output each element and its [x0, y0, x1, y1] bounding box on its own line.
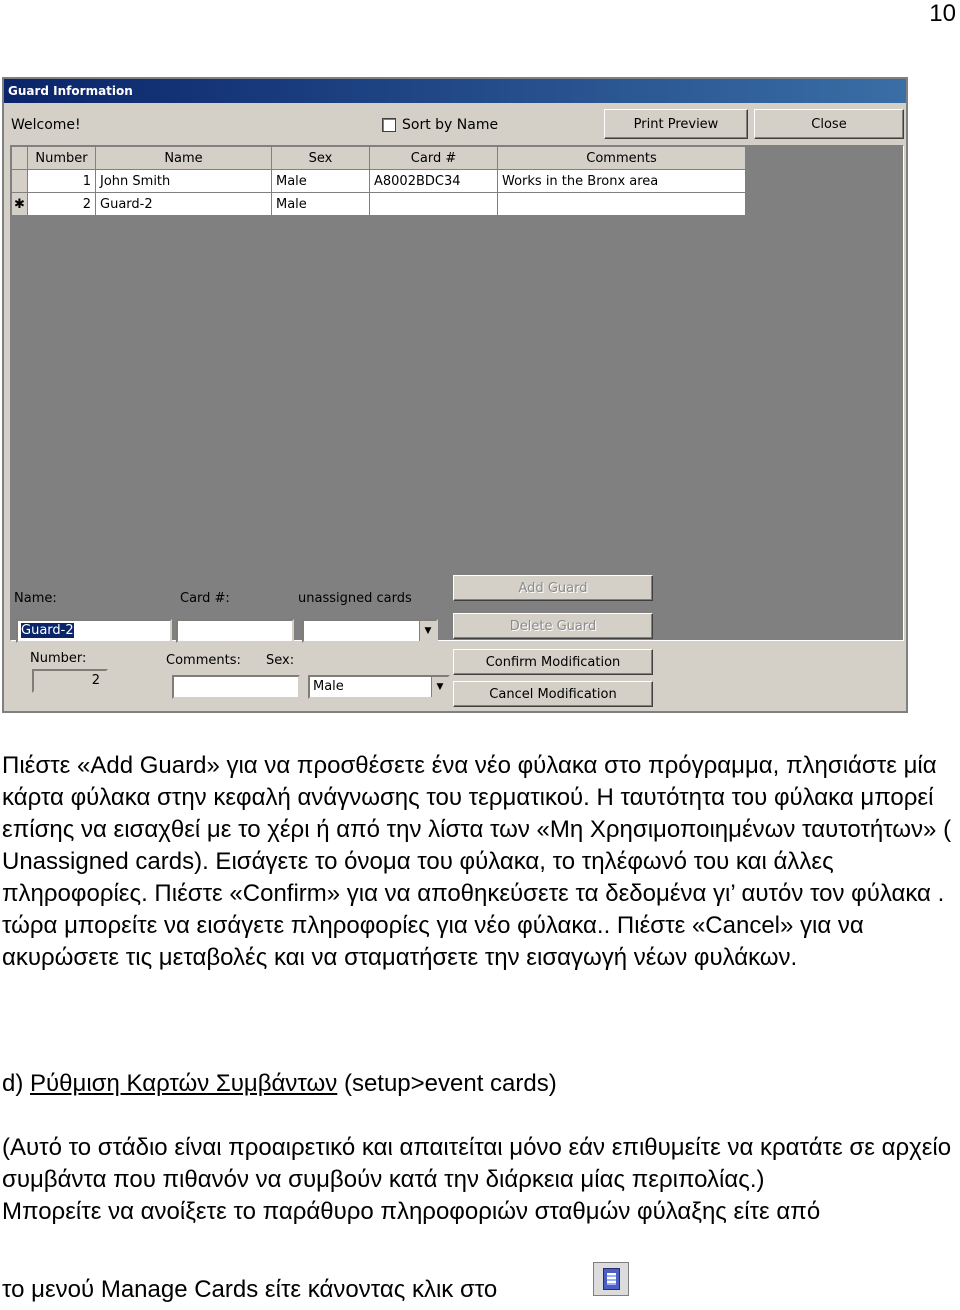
sort-by-name-checkbox[interactable] — [382, 117, 498, 133]
guard-table — [11, 146, 746, 216]
sex-label: Sex: — [266, 653, 295, 668]
close-button[interactable]: Close — [754, 109, 904, 139]
notepad-icon — [593, 1262, 629, 1296]
open-window-text: Μπορείτε να ανοίξετε το παράθυρο πληροφοριών σταθμών φύλαξης είτε από — [2, 1198, 821, 1225]
card-field[interactable] — [176, 619, 294, 643]
name-label: Name: — [14, 591, 57, 606]
optional-note-paragraph — [2, 1132, 958, 1228]
page-number: 10 — [929, 0, 956, 27]
table-row[interactable] — [12, 170, 746, 193]
table-row[interactable] — [12, 193, 746, 216]
section-heading-link: Ρύθμιση Καρτών Συμβάντων — [30, 1070, 338, 1097]
optional-note-text: (Αυτό το στάδιο είναι προαιρετικό και απαιτείται μόνο εάν επιθυμείτε να κρατάτε σε αρχείο συμβάντα που πιθανόν να συμβούν κατά την διάρκεια μίας περιπολίας.) — [2, 1134, 952, 1193]
manage-cards-line: το μενού Manage Cards είτε κάνοντας κλικ στο — [2, 1276, 498, 1303]
instructions-paragraph: Πιέστε «Add Guard» για να προσθέσετε ένα νέο φύλακα στο πρόγραμμα, πλησιάστε μία κάρτα φύλακα στην κεφαλή ανάγνωσης του τερματικού. Η ταυτότητα του φύλακα μπορεί επίσης να εισαχθεί με το χέρι ή από την λίστα των «Μη Χρησιμοποιημένων ταυτοτήτων» ( Unassigned cards). Εισάγετε το όνομα του φύλακα, το τηλέφωνό του και άλλες πληροφορίες. Πιέστε «Confirm» για να αποθηκεύσετε τα δεδομένα γι’ αυτόν τον φύλακα . τώρα μπορείτε να εισάγετε πληροφορίες για νέο φύλακα.. Πιέστε «Cancel» για να ακυρώσετε τις μεταβολές και να σταματήσετε την εισαγωγή νέων φυλάκων. — [2, 752, 952, 971]
cell-number[interactable]: 2 — [28, 193, 96, 216]
comments-field[interactable] — [172, 675, 300, 699]
delete-guard-button[interactable]: Delete Guard — [453, 613, 653, 639]
column-header-number[interactable]: Number — [28, 147, 96, 170]
section-heading — [2, 1068, 958, 1100]
sex-select[interactable] — [308, 675, 450, 699]
name-value: Guard-2 — [21, 623, 74, 638]
row-selector[interactable]: ✱ — [12, 193, 28, 216]
guard-information-window — [2, 77, 908, 713]
name-field[interactable] — [16, 619, 172, 643]
cancel-modification-button[interactable]: Cancel Modification — [453, 681, 653, 707]
welcome-label: Welcome! — [11, 117, 81, 133]
checkbox-box[interactable] — [382, 118, 396, 132]
column-header-comments[interactable]: Comments — [498, 147, 746, 170]
column-header-card[interactable]: Card # — [370, 147, 498, 170]
comments-label: Comments: — [166, 653, 241, 668]
chevron-down-icon[interactable]: ▼ — [431, 677, 448, 697]
row-selector[interactable] — [12, 170, 28, 193]
cell-sex[interactable]: Male — [272, 170, 370, 193]
column-header-sex[interactable]: Sex — [272, 147, 370, 170]
cell-number[interactable]: 1 — [28, 170, 96, 193]
window-title: Guard Information — [4, 79, 906, 103]
row-selector-header — [12, 147, 28, 170]
section-heading-prefix: d) — [2, 1070, 24, 1097]
cell-comments[interactable]: Works in the Bronx area — [498, 170, 746, 193]
guard-grid — [10, 145, 904, 641]
unassigned-cards-select[interactable] — [302, 619, 438, 643]
number-field: 2 — [32, 669, 108, 693]
table-header-row — [12, 147, 746, 170]
card-label: Card #: — [180, 591, 230, 606]
sort-by-name-label: Sort by Name — [402, 117, 499, 133]
cell-name[interactable]: Guard-2 — [96, 193, 272, 216]
unassigned-cards-label: unassigned cards — [298, 591, 412, 606]
chevron-down-icon[interactable]: ▼ — [419, 621, 436, 641]
sex-value: Male — [313, 679, 344, 694]
section-heading-suffix: (setup>event cards) — [343, 1070, 557, 1097]
cell-card[interactable]: A8002BDC34 — [370, 170, 498, 193]
add-guard-button[interactable]: Add Guard — [453, 575, 653, 601]
confirm-modification-button[interactable]: Confirm Modification — [453, 649, 653, 675]
number-label: Number: — [30, 651, 87, 666]
cell-sex[interactable]: Male — [272, 193, 370, 216]
cell-comments[interactable] — [498, 193, 746, 216]
cell-card[interactable] — [370, 193, 498, 216]
print-preview-button[interactable]: Print Preview — [604, 109, 748, 139]
cell-name[interactable]: John Smith — [96, 170, 272, 193]
column-header-name[interactable]: Name — [96, 147, 272, 170]
